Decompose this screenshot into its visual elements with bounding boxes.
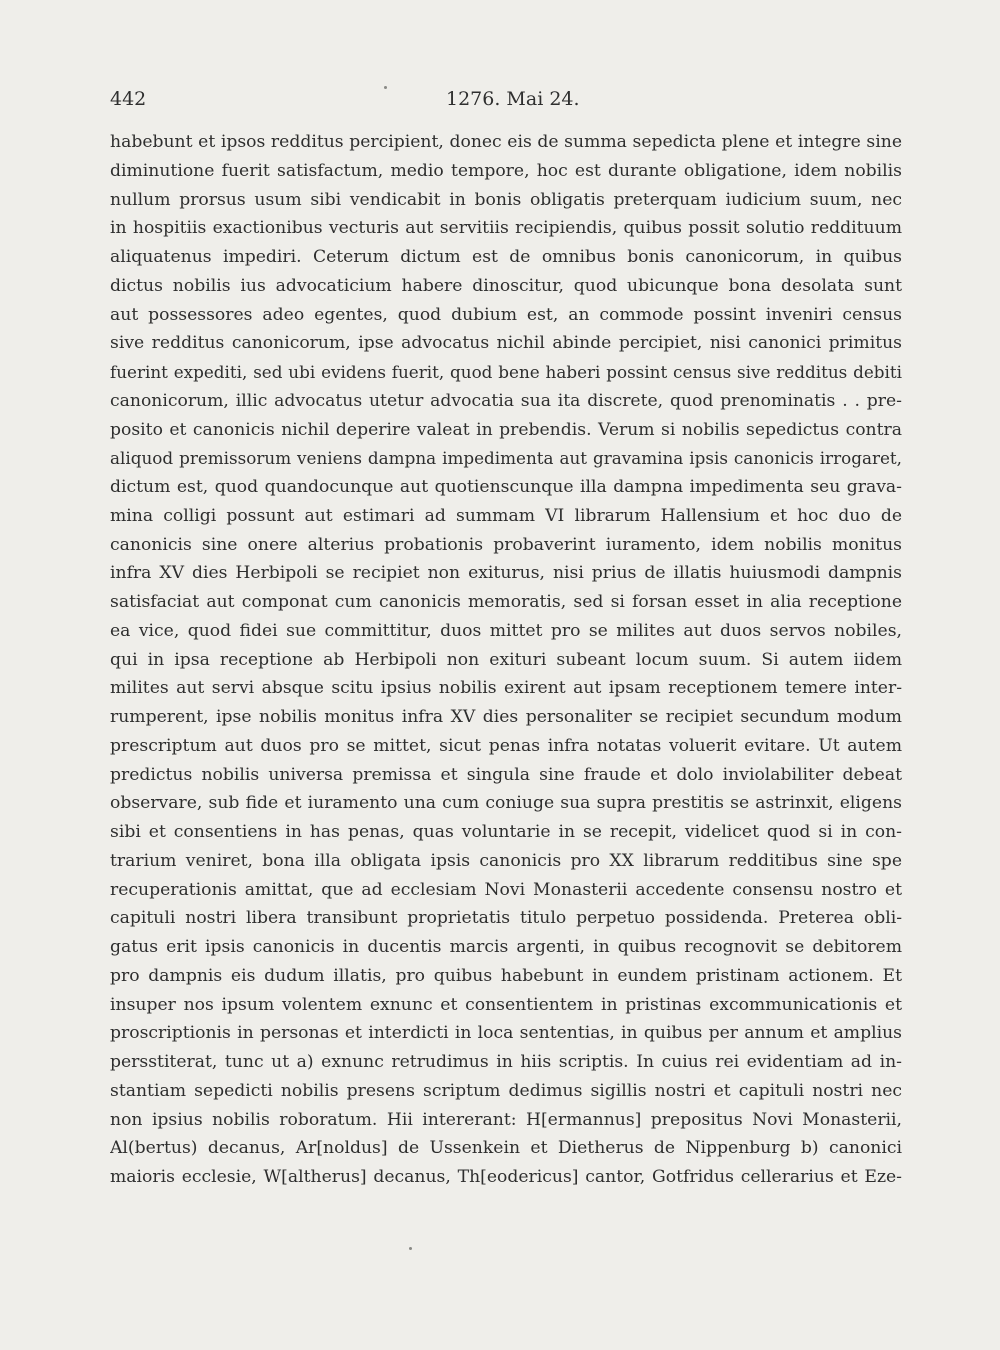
running-header-date: 1276. Mai 24. xyxy=(446,88,580,110)
body-text xyxy=(110,128,902,1192)
text-line: sibi et consentiens in has penas, quas voluntarie in se recepit, videlicet quod si in con- xyxy=(110,822,902,842)
text-line: trarium veniret, bona illa obligata ipsis canonicis pro XX librarum redditibus sine spe xyxy=(110,850,902,871)
text-line: aut possessores adeo egentes, quod dubium est, an commode possint inveniri census xyxy=(110,304,902,325)
text-line: fuerint expediti, sed ubi evidens fuerit, quod bene haberi possint census sive redditus debiti xyxy=(110,362,902,382)
page-header xyxy=(110,84,902,118)
text-line: posito et canonicis nichil deperire valeat in prebendis. Verum si nobilis sepedictus contra xyxy=(110,419,902,440)
paper-speck xyxy=(409,1247,412,1250)
text-line: dictus nobilis ius advocaticium habere dinoscitur, quod ubicunque bona desolata sunt xyxy=(110,275,902,296)
text-line: milites aut servi absque scitu ipsius nobilis exirent aut ipsam receptionem temere inter- xyxy=(110,678,902,699)
text-line: diminutione fuerit satisfactum, medio tempore, hoc est durante obligatione, idem nobilis xyxy=(110,160,902,181)
text-line: recuperationis amittat, que ad ecclesiam Novi Monasterii accedente consensu nostro et xyxy=(110,879,902,900)
text-line: non ipsius nobilis roboratum. Hii intererant: H[ermannus] prepositus Novi Monasterii, xyxy=(110,1109,902,1130)
text-line: dictum est, quod quandocunque aut quotienscunque illa dampna impedimenta seu grava- xyxy=(110,477,902,497)
text-line: in hospitiis exactionibus vecturis aut servitiis recipiendis, quibus possit solutio reddituum xyxy=(110,218,902,239)
text-line: satisfaciat aut componat cum canonicis memoratis, sed si forsan esset in alia receptione xyxy=(110,592,902,612)
text-line: capituli nostri libera transibunt proprietatis titulo perpetuo possidenda. Preterea obli- xyxy=(110,908,902,929)
text-line: infra XV dies Herbipoli se recipiet non exiturus, nisi prius de illatis huiusmodi dampnis xyxy=(110,563,902,584)
text-line: rumperent, ipse nobilis monitus infra XV dies personaliter se recipiet secundum modum xyxy=(110,707,902,727)
text-line: prescriptum aut duos pro se mittet, sicut penas infra notatas voluerit evitare. Ut autem xyxy=(110,735,902,756)
text-line: sive redditus canonicorum, ipse advocatus nichil abinde percipiet, nisi canonici primitus xyxy=(110,333,902,354)
text-line: canonicorum, illic advocatus utetur advocatia sua ita discrete, quod prenominatis . . pre- xyxy=(110,390,902,411)
text-line: canonicis sine onere alterius probationis probaverint iuramento, idem nobilis monitus xyxy=(110,534,902,555)
text-line: proscriptionis in personas et interdicti in loca sententias, in quibus per annum et amplius xyxy=(110,1023,902,1044)
text-line: gatus erit ipsis canonicis in ducentis marcis argenti, in quibus recognovit se debitorem xyxy=(110,937,902,957)
text-line: stantiam sepedicti nobilis presens scriptum dedimus sigillis nostri et capituli nostri nec xyxy=(110,1080,902,1101)
text-line: aliquod premissorum veniens dampna impedimenta aut gravamina ipsis canonicis irrogaret, xyxy=(110,448,902,469)
text-line: observare, sub fide et iuramento una cum coniuge sua supra prestitis se astrinxit, eligens xyxy=(110,793,902,814)
text-line: insuper nos ipsum volentem exnunc et consentientem in pristinas excommunicationis et xyxy=(110,994,902,1015)
text-line: persstiterat, tunc ut a) exnunc retrudimus in hiis scriptis. In cuius rei evidentiam ad in- xyxy=(110,1052,902,1072)
text-line: pro dampnis eis dudum illatis, pro quibus habebunt in eundem pristinam actionem. Et xyxy=(110,965,902,986)
text-line: habebunt et ipsos redditus percipient, donec eis de summa sepedicta plene et integre sine xyxy=(110,132,902,152)
text-line: nullum prorsus usum sibi vendicabit in bonis obligatis preterquam iudicium suum, nec xyxy=(110,189,902,210)
page-number: 442 xyxy=(110,88,147,110)
text-line: Al(bertus) decanus, Ar[noldus] de Ussenkein et Dietherus de Nippenburg b) canonici xyxy=(110,1138,902,1159)
text-line: ea vice, quod fidei sue committitur, duos mittet pro se milites aut duos servos nobiles, xyxy=(110,620,902,641)
text-line: mina colligi possunt aut estimari ad summam VI librarum Hallensium et hoc duo de xyxy=(110,505,902,526)
text-line: maioris ecclesie, W[altherus] decanus, Th[eodericus] cantor, Gotfridus cellerarius et Eze- xyxy=(110,1167,902,1187)
paper-speck xyxy=(384,86,387,89)
text-line: aliquatenus impediri. Ceterum dictum est de omnibus bonis canonicorum, in quibus xyxy=(110,247,902,267)
text-line: qui in ipsa receptione ab Herbipoli non exituri subeant locum suum. Si autem iidem xyxy=(110,649,902,670)
text-line: predictus nobilis universa premissa et singula sine fraude et dolo inviolabiliter debeat xyxy=(110,764,902,785)
